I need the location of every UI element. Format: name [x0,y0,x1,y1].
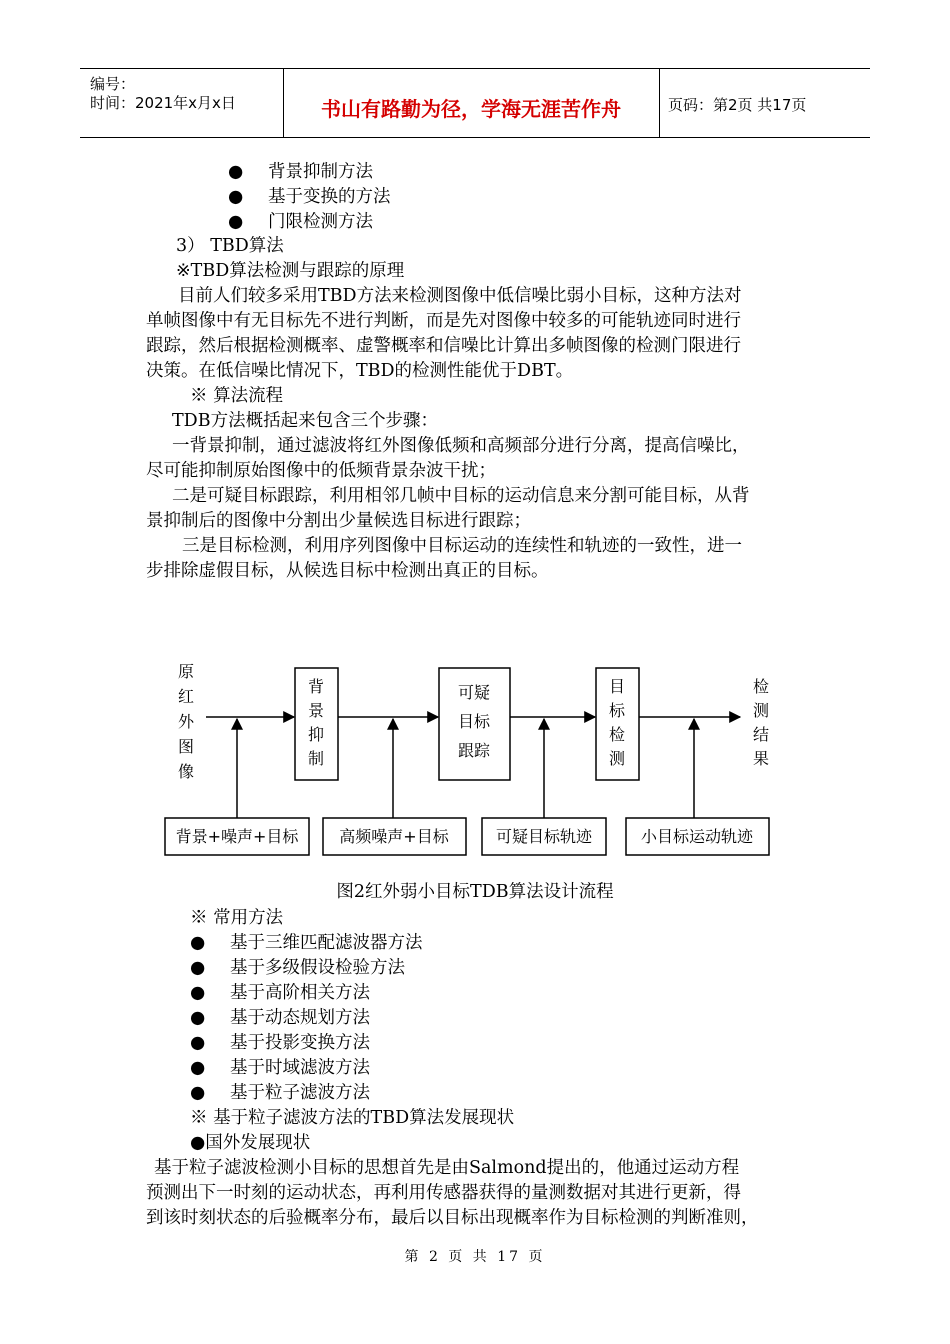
header-time: 时间：2021年x月x日 [90,94,236,112]
box3-char: 测 [608,749,626,768]
bullet-icon: ● [190,1033,206,1053]
paragraph-line: 二是可疑目标跟踪，利用相邻几帧中目标的运动信息来分割可能目标，从背 [172,486,750,506]
bottom-label: 背景+噪声+目标 [175,827,299,846]
page-header [80,68,870,138]
method-item-text: 基于三维匹配滤波器方法 [230,933,423,953]
paragraph-line: 三是目标检测，利用序列图像中目标运动的连续性和轨迹的一致性，进一 [182,536,742,556]
header-page-cell [660,69,870,137]
input-char: 原 [177,662,195,681]
method-item [190,1006,370,1030]
bullet-icon: ● [190,933,206,953]
list-item-text: 基于变换的方法 [268,187,391,207]
output-char: 测 [752,701,770,720]
method-item [190,1031,370,1055]
bottom-label: 可疑目标轨迹 [495,827,593,846]
flow-heading: ※ 算法流程 [190,386,284,406]
box1-char: 抑 [307,725,325,744]
header-motto-cell [283,69,660,137]
method-item [190,1056,370,1080]
header-page-number: 页码：第2页 共17页 [668,96,807,114]
method-item-text: 基于多级假设检验方法 [230,958,405,978]
method-item-text: 基于投影变换方法 [230,1033,370,1053]
header-info-cell [80,69,284,137]
bullet-icon: ● [228,162,244,182]
page-footer: 第 2 页 共 17 页 [404,1249,546,1265]
box3-char: 标 [608,701,626,720]
paragraph-line: 步排除虚假目标，从候选目标中检测出真正的目标。 [146,561,549,581]
paragraph-line: 景抑制后的图像中分割出少量候选目标进行跟踪； [146,511,531,531]
header-motto: 书山有路勤为径，学海无涯苦作舟 [321,97,621,121]
list-item-text: 背景抑制方法 [268,162,373,182]
paragraph-line: 基于粒子滤波检测小目标的思想首先是由Salmond提出的，他通过运动方程 [154,1158,740,1178]
header-number: 编号： [90,75,136,93]
bottom-label: 高频噪声+目标 [339,827,449,846]
box1-char: 景 [307,701,325,720]
foreign-heading: ●国外发展现状 [190,1133,311,1153]
method-item [190,1081,370,1105]
bullet-icon: ● [228,212,244,232]
bullet-icon: ● [190,1008,206,1028]
principle-heading: ※TBD算法检测与跟踪的原理 [176,261,405,281]
list-item-text: 门限检测方法 [268,212,373,232]
bullet-icon: ● [228,187,244,207]
method-item-text: 基于动态规划方法 [230,1008,370,1028]
input-char: 外 [177,712,195,731]
paragraph-line: 决策。在低信噪比情况下，TBD的检测性能优于DBT。 [146,361,574,381]
list-item [228,210,373,234]
box1-char: 制 [307,749,325,768]
paragraph-line: 一背景抑制，通过滤波将红外图像低频和高频部分进行分离，提高信噪比， [172,436,750,456]
tbd-flow-diagram [150,655,800,865]
bottom-label: 小目标运动轨迹 [640,827,754,846]
method-item [190,956,405,980]
method-item [190,981,370,1005]
method-item-text: 基于粒子滤波方法 [230,1083,370,1103]
bullet-icon: ● [190,958,206,978]
method-item-text: 基于时域滤波方法 [230,1058,370,1078]
input-char: 图 [177,737,195,756]
paragraph-line: 尽可能抑制原始图像中的低频背景杂波干扰； [146,461,496,481]
steps-intro: TDB方法概括起来包含三个步骤： [172,411,439,431]
method-item [190,931,423,955]
box3-char: 检 [608,725,626,744]
paragraph-line: 到该时刻状态的后验概率分布，最后以目标出现概率作为目标检测的判断准则， [146,1208,759,1228]
bullet-icon: ● [190,1058,206,1078]
method-item-text: 基于高阶相关方法 [230,983,370,1003]
input-char: 红 [177,687,195,706]
box1-char: 背 [307,677,325,696]
list-item [228,160,373,184]
output-char: 果 [752,749,770,768]
paragraph-line: 单帧图像中有无目标先不进行判断，而是先对图像中较多的可能轨迹同时进行 [146,311,741,331]
box2-line: 可疑 [457,683,491,702]
box2-line: 跟踪 [457,741,491,760]
input-label [178,662,195,781]
bullet-icon: ● [190,983,206,1003]
section-heading: 3） TBD算法 [176,236,284,256]
pf-heading: ※ 基于粒子滤波方法的TBD算法发展现状 [190,1108,515,1128]
box3-char: 目 [608,677,626,696]
methods-heading: ※ 常用方法 [190,908,284,928]
input-char: 像 [177,762,195,781]
paragraph-line: 跟踪，然后根据检测概率、虚警概率和信噪比计算出多帧图像的检测门限进行 [146,336,741,356]
list-item [228,185,391,209]
output-char: 检 [752,677,770,696]
box2-line: 目标 [457,712,491,731]
bullet-icon: ● [190,1083,206,1103]
output-char: 结 [752,725,770,744]
figure-caption: 图2红外弱小目标TDB算法设计流程 [336,882,614,902]
paragraph-line: 目前人们较多采用TBD方法来检测图像中低信噪比弱小目标，这种方法对 [178,286,742,306]
output-label [753,677,769,768]
paragraph-line: 预测出下一时刻的运动状态，再利用传感器获得的量测数据对其进行更新，得 [146,1183,741,1203]
